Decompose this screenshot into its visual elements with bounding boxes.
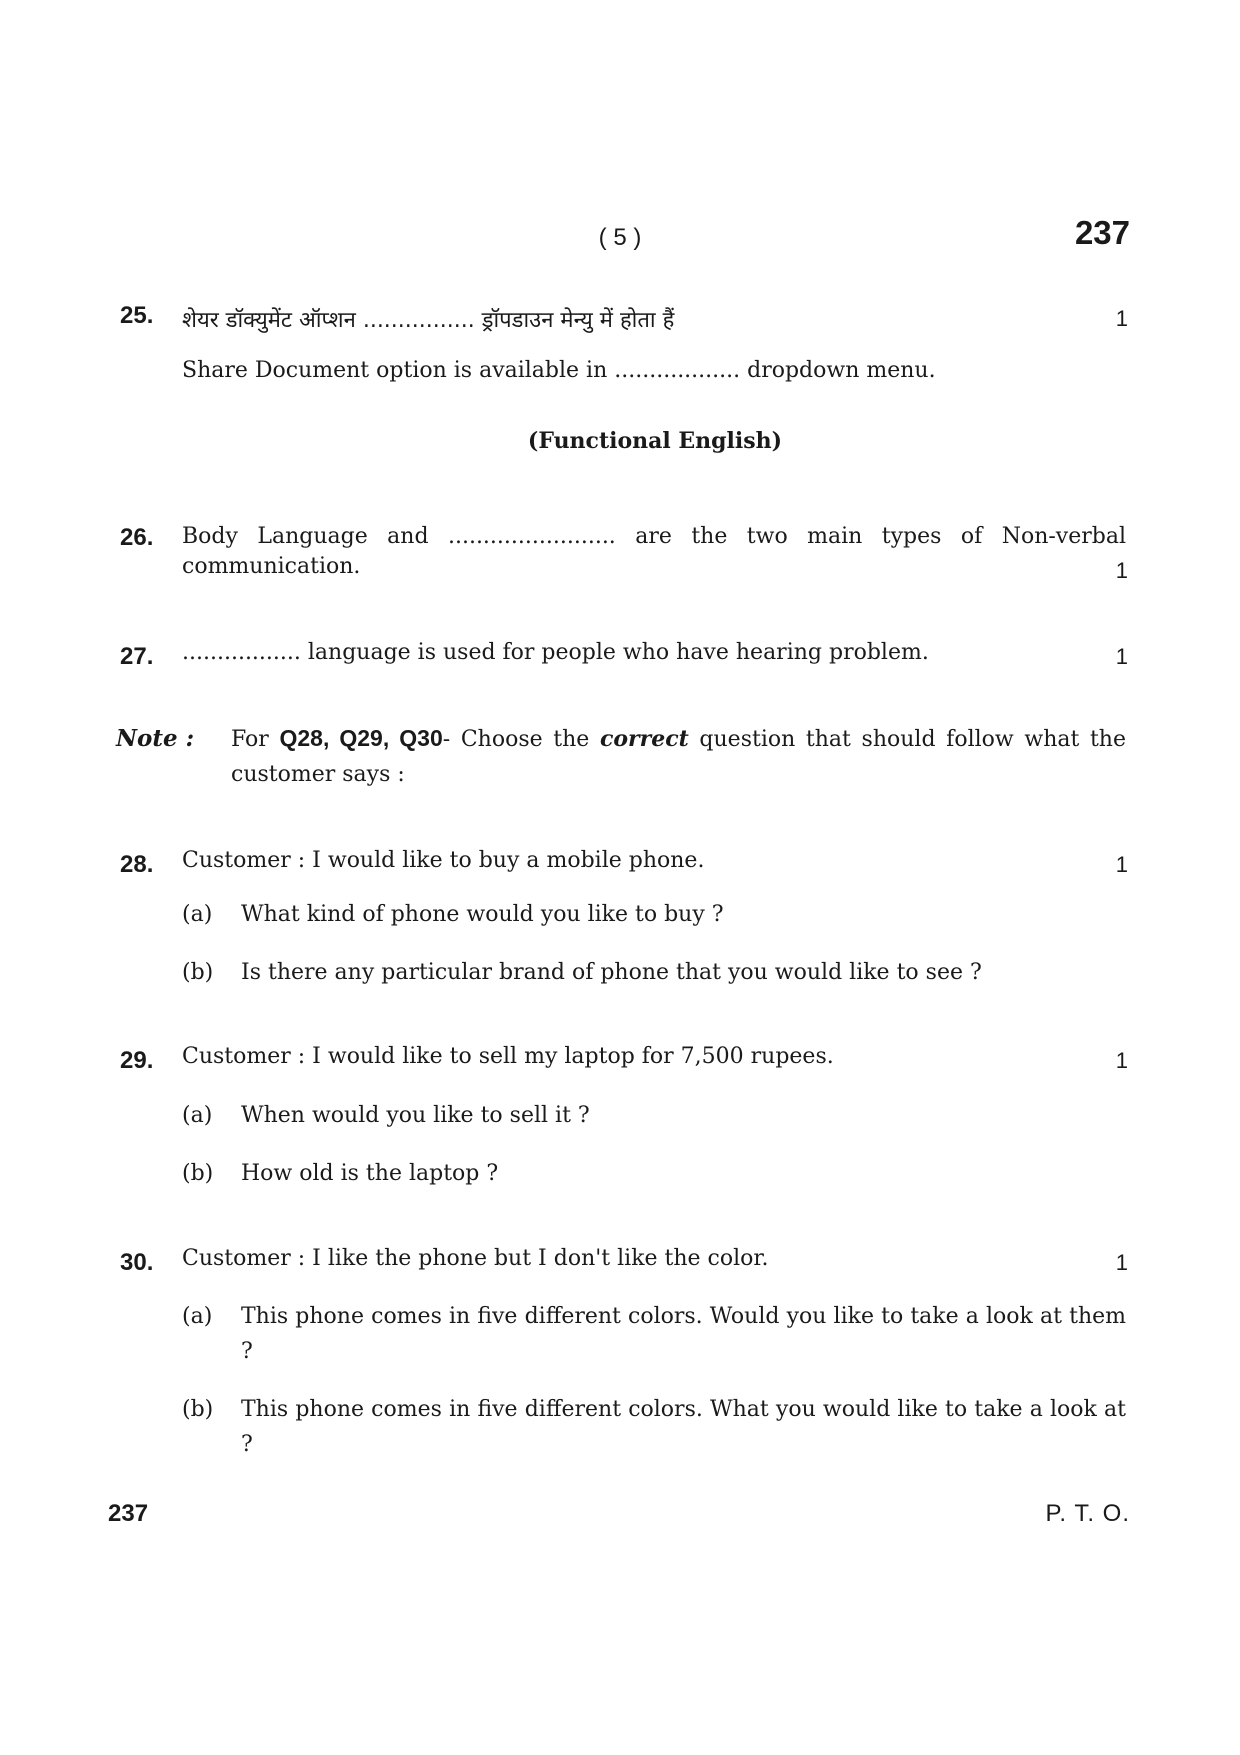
option-text: This phone comes in five different colors. What you would like to take a look at ?: [241, 1397, 1126, 1457]
paper-code-top: 237: [1074, 214, 1130, 251]
footer-pto: P. T. O.: [1045, 1500, 1130, 1527]
note-suffix: question that should follow what the customer says :: [231, 727, 1126, 787]
option-text: This phone comes in five different colors. Would you like to take a look at them ?: [241, 1304, 1126, 1364]
question-27-marks: 1: [1115, 644, 1128, 669]
question-25-hindi: शेयर डॉक्युमेंट ऑप्शन ................ ड्रॉपडाउन मेन्यु में होता हैं: [182, 308, 675, 333]
option-label: (b): [182, 1397, 214, 1422]
option-text: Is there any particular brand of phone that you would like to see ?: [241, 960, 982, 985]
option-text: When would you like to sell it ?: [241, 1103, 590, 1128]
option-label: (a): [182, 902, 213, 927]
note-middle: - Choose the: [442, 727, 600, 752]
question-26-line-2: communication.: [182, 554, 361, 579]
question-29-text: Customer : I would like to sell my laptop for 7,500 rupees.: [182, 1044, 834, 1069]
question-30-marks: 1: [1115, 1250, 1128, 1275]
note-label: Note :: [116, 725, 195, 752]
note-prefix: For: [231, 727, 280, 752]
question-number-29: 29.: [120, 1047, 154, 1074]
page-number: ( 5 ): [598, 224, 642, 251]
option-label: (a): [182, 1304, 213, 1329]
question-30-text: Customer : I like the phone but I don't like the color.: [182, 1246, 769, 1271]
note-questions: Q28, Q29, Q30: [279, 725, 443, 751]
question-number-25: 25.: [120, 302, 154, 329]
question-number-27: 27.: [120, 643, 154, 670]
question-28-text: Customer : I would like to buy a mobile phone.: [182, 848, 705, 873]
section-heading: (Functional English): [527, 428, 783, 454]
question-26-line-1: Body Language and ........................ are the two main types of Non-verbal: [182, 524, 1126, 549]
note-emphasis: correct: [599, 726, 689, 752]
option-text: How old is the laptop ?: [241, 1161, 499, 1186]
question-27-text: ................. language is used for people who have hearing problem.: [182, 640, 929, 665]
note-text: [231, 721, 1126, 792]
option-text: What kind of phone would you like to buy ?: [241, 902, 724, 927]
footer-paper-code: 237: [108, 1500, 149, 1527]
question-28-marks: 1: [1115, 852, 1128, 877]
option-label: (b): [182, 1161, 214, 1186]
question-25-english: Share Document option is available in .................. dropdown menu.: [182, 358, 936, 383]
question-number-28: 28.: [120, 851, 154, 878]
question-26-marks: 1: [1115, 558, 1128, 583]
question-number-30: 30.: [120, 1249, 154, 1276]
option-label: (b): [182, 960, 214, 985]
question-number-26: 26.: [120, 524, 154, 551]
question-29-marks: 1: [1115, 1048, 1128, 1073]
option-label: (a): [182, 1103, 213, 1128]
question-25-marks: 1: [1115, 306, 1128, 331]
